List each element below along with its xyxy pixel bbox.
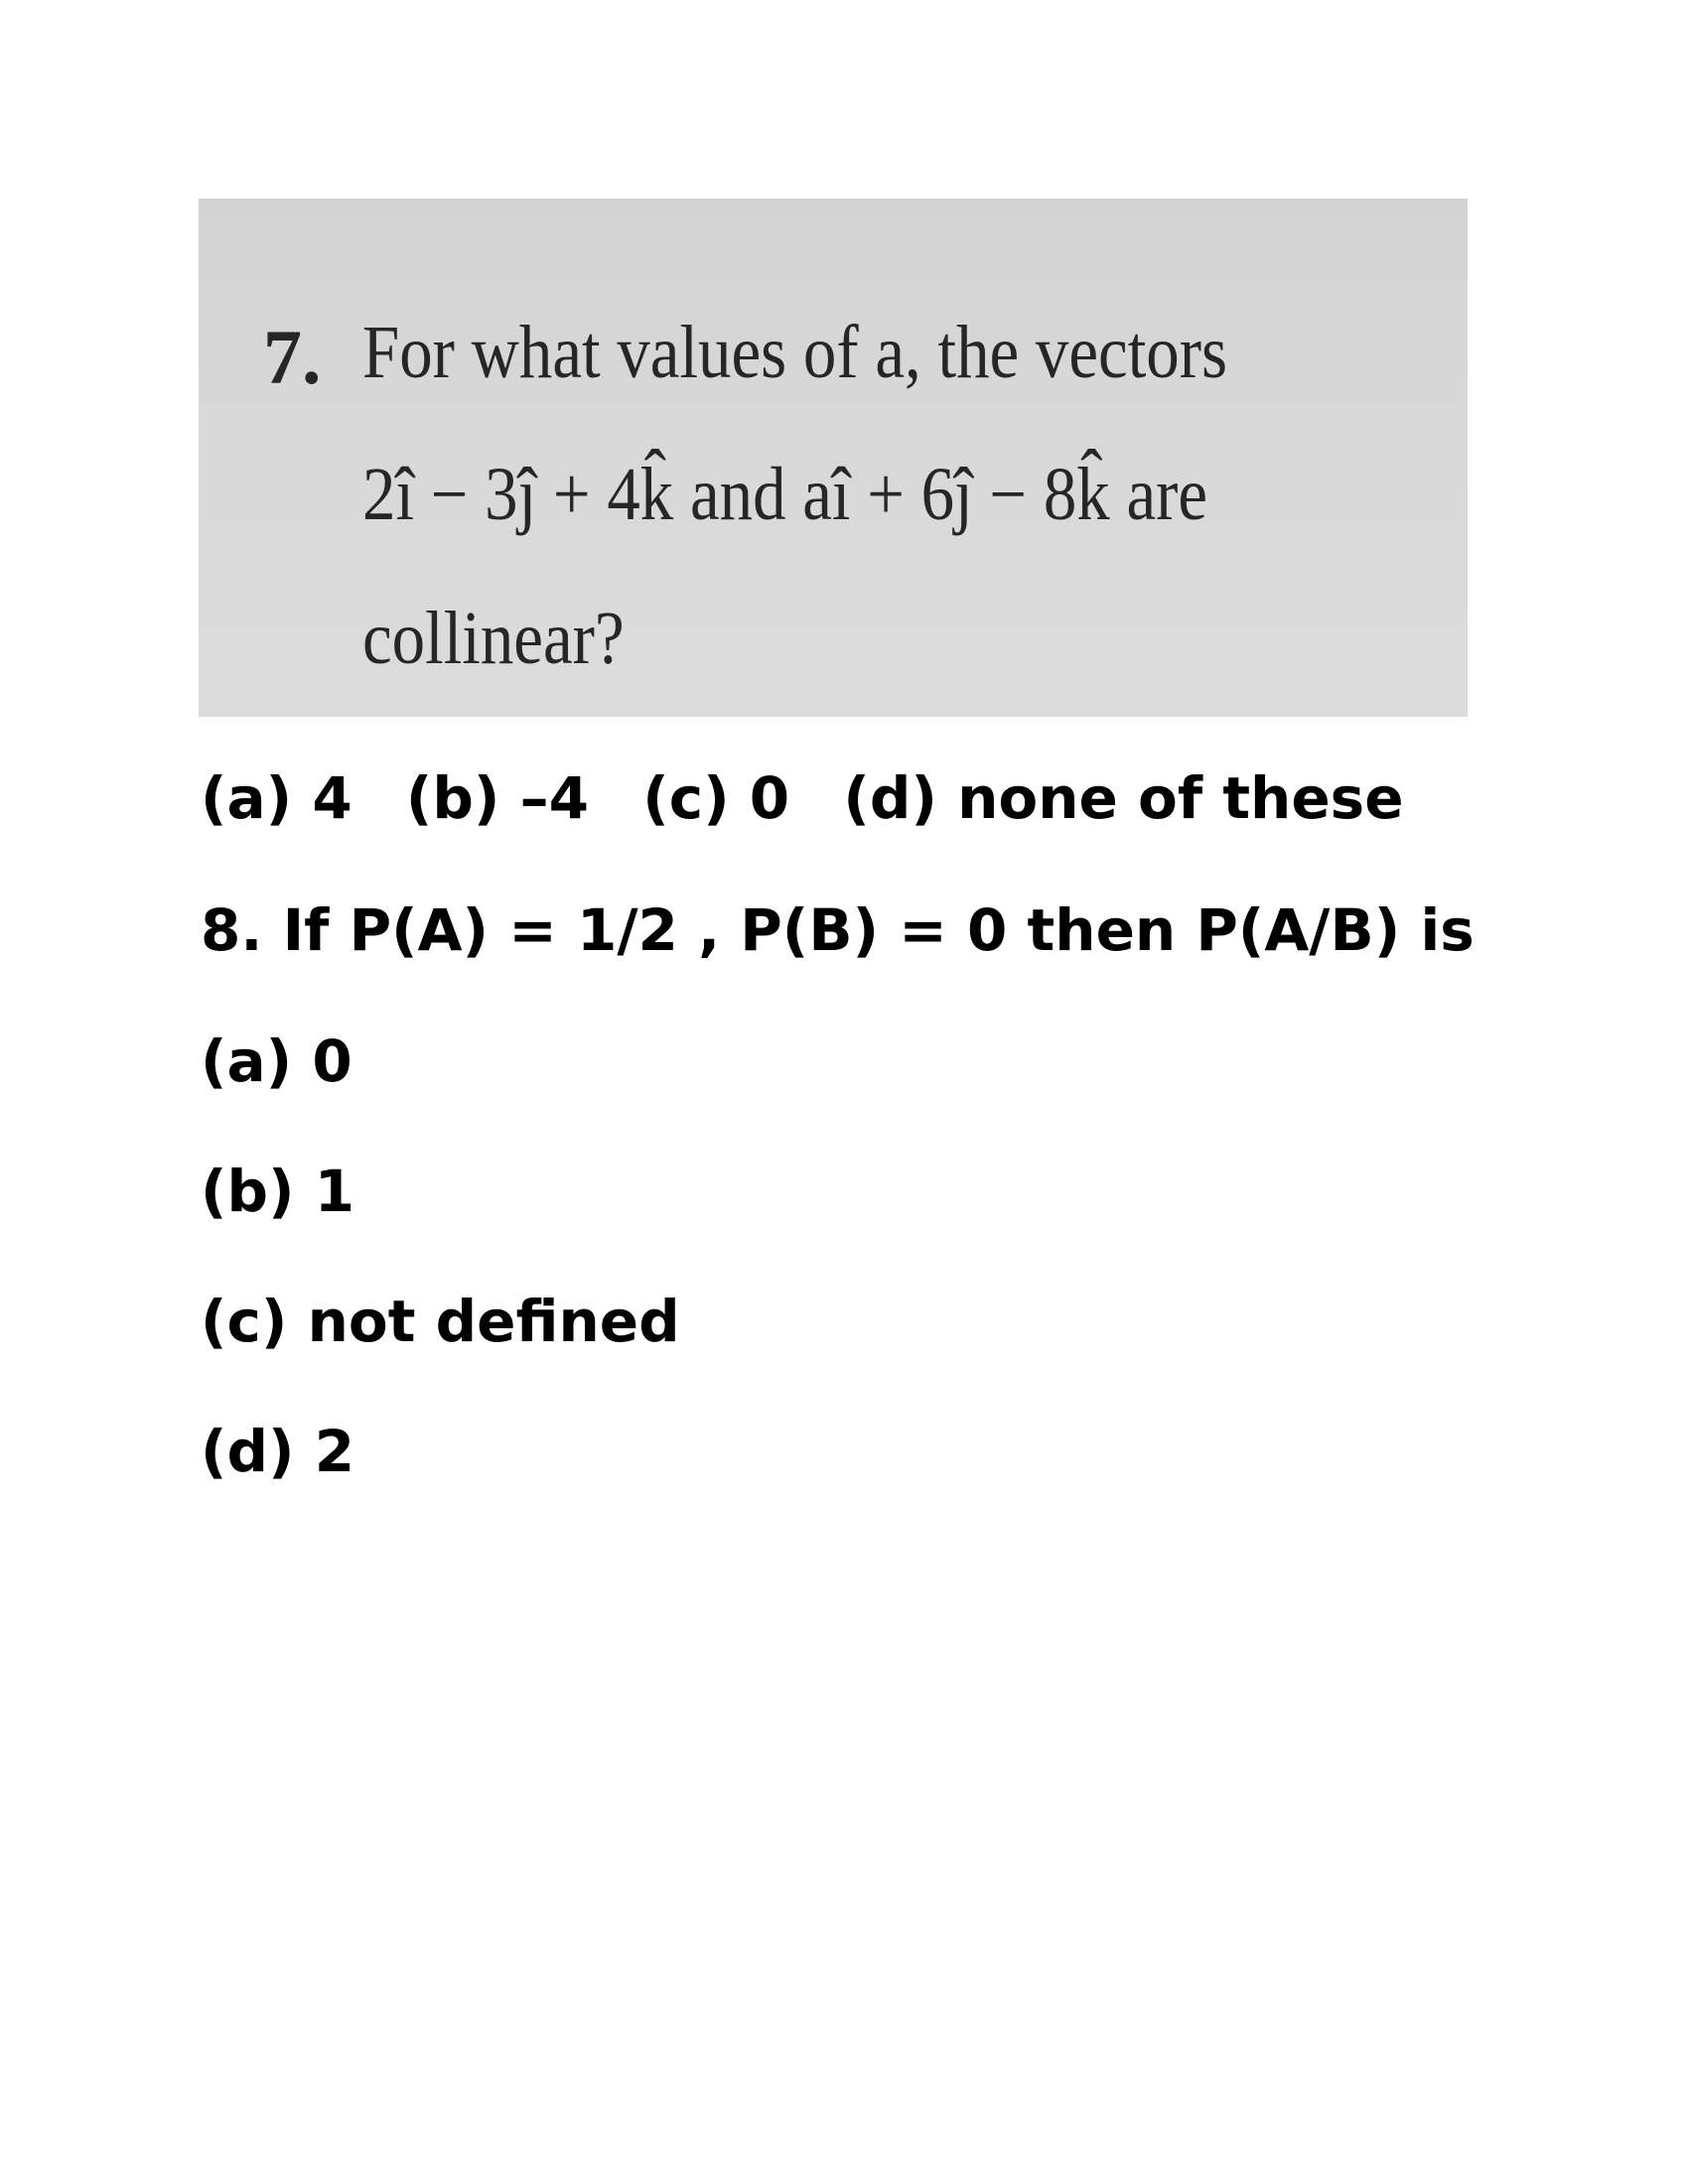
question-7-photo — [199, 199, 1468, 717]
question-7-photo-text — [199, 199, 1468, 717]
question-7-line-1: For what values of a, the vectors — [362, 311, 1228, 394]
question-8-option-c: (c) not defined — [201, 1288, 680, 1355]
question-8-text: 8. If P(A) = 1/2 , P(B) = 0 then P(A/B) is — [201, 896, 1475, 964]
question-8-option-a: (a) 0 — [201, 1027, 352, 1095]
question-7-line-2: 2î − 3ĵ + 4k̂ and aî + 6ĵ − 8k̂ are — [362, 453, 1208, 536]
question-8-option-d: (d) 2 — [201, 1418, 355, 1485]
question-7-option-d: (d) none of these — [843, 764, 1404, 832]
question-7-line-3: collinear? — [362, 597, 625, 680]
question-7-option-b: (b) –4 — [405, 764, 589, 832]
question-7-option-c: (c) 0 — [642, 764, 790, 832]
question-8-option-b: (b) 1 — [201, 1158, 355, 1225]
question-7-number: 7. — [263, 314, 322, 400]
question-7-option-a: (a) 4 — [201, 764, 352, 832]
question-7-options — [201, 764, 1438, 832]
